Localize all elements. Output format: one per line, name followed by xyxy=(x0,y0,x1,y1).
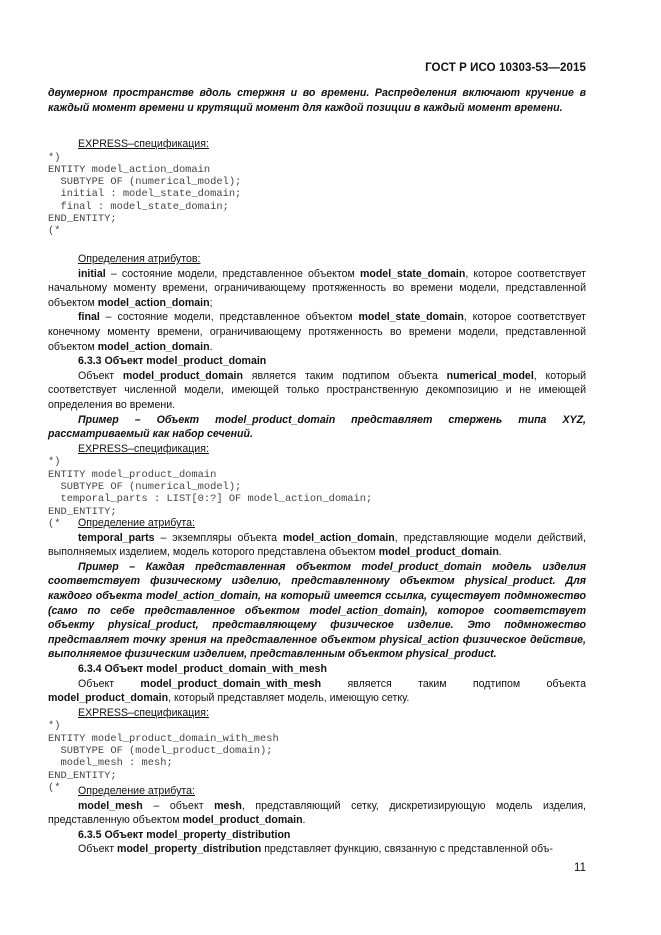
code-line: (* xyxy=(48,225,61,238)
code-line: *) xyxy=(48,720,61,733)
def-final: final – состояние модели, представленное объектом model_state_domain, которое соответствует конечному моменту времени, ограничивающему протяженность во времени модели, представленной объектом model_action_domain. xyxy=(48,311,586,353)
code-line: END_ENTITY; xyxy=(48,769,117,782)
example-temporal-parts: Пример – Каждая представленная объектом model_product_domain модель изделия соответствует физическому изделию, представленному объектом physical_product. Для каждого объекта model_action_domain, на который имеется ссылка, существует подмножество (само по себе представленное объектом model_action_domain), которое соответствует объекту physical_product, представляющему физическое изделие. Это подмножество представляет точку зрения на представленное объектом physical_action физическое действие, выполняемое физическим изделием, представленным объектом physical_product. xyxy=(48,560,586,661)
code-line: SUBTYPE OF (numerical_model); xyxy=(48,176,242,189)
definitions-label: Определение атрибута: xyxy=(78,517,195,529)
intro-block xyxy=(48,86,586,115)
intro-paragraph: двумерном пространстве вдоль стержня и во времени. Распределения включают кручение в каждый момент времени и крутящий момент для каждой позиции в каждый момент времени. xyxy=(48,87,586,114)
code-line: (* xyxy=(48,517,61,530)
section-paragraph-6-3-5: Объект model_property_distribution представляет функцию, связанную с представленной объ- xyxy=(78,843,553,856)
express-label: EXPRESS–спецификация: xyxy=(78,706,209,719)
attribute-definitions-3 xyxy=(48,781,586,857)
attribute-definitions-2 xyxy=(48,516,586,794)
attribute-definitions-1 xyxy=(48,252,586,530)
express-spec-1 xyxy=(48,137,586,238)
definitions-label: Определение атрибута: xyxy=(78,785,195,797)
code-line: ENTITY model_action_domain xyxy=(48,163,211,176)
section-heading-6-3-4: 6.3.4 Объект model_product_domain_with_mesh xyxy=(78,662,327,675)
code-block-1 xyxy=(48,152,586,238)
code-line: END_ENTITY; xyxy=(48,213,117,226)
section-heading-6-3-5: 6.3.5 Объект model_property_distribution xyxy=(78,828,291,841)
code-line: END_ENTITY; xyxy=(48,505,117,518)
code-line: SUBTYPE OF (model_product_domain); xyxy=(48,744,273,757)
code-line: final : model_state_domain; xyxy=(48,200,229,213)
definitions-label: Определения атрибутов: xyxy=(78,253,201,265)
code-line: *) xyxy=(48,151,61,164)
standard-header: ГОСТ Р ИСО 10303-53—2015 xyxy=(425,62,586,74)
code-line: SUBTYPE OF (numerical_model); xyxy=(48,480,242,493)
example-6-3-3: Пример – Объект model_product_domain представляет стержень типа XYZ, рассматриваемый как набор сечений. xyxy=(48,413,586,441)
code-line: temporal_parts : LIST[0:?] OF model_action_domain; xyxy=(48,493,373,506)
section-paragraph-6-3-4: Объект model_product_domain_with_mesh является таким подтипом объекта model_product_domain, который представляет модель, имеющую сетку. xyxy=(48,677,586,705)
code-line: *) xyxy=(48,456,61,469)
code-line: (* xyxy=(48,781,61,794)
express-label: EXPRESS–спецификация: xyxy=(78,138,209,150)
def-temporal-parts: temporal_parts – экземпляры объекта model_action_domain, представляющие модели действий, выполняемых изделием, модель которого представлена объектом model_product_domain. xyxy=(48,531,586,559)
code-line: ENTITY model_product_domain_with_mesh xyxy=(48,732,279,745)
page-number: 11 xyxy=(574,862,586,874)
code-line: model_mesh : mesh; xyxy=(48,757,173,770)
code-line: initial : model_state_domain; xyxy=(48,188,242,201)
def-model-mesh: model_mesh – объект mesh, представляющий сетку, дискретизирующую модель изделия, представленную объектом model_product_domain. xyxy=(48,799,586,827)
section-paragraph-6-3-3: Объект model_product_domain является таким подтипом объекта numerical_model, который соответствует численной модели, имеющей только пространственную декомпозицию и не имеющей определения во времени. xyxy=(48,369,586,411)
express-label: EXPRESS–спецификация: xyxy=(78,442,209,455)
code-line: ENTITY model_product_domain xyxy=(48,468,217,481)
section-heading-6-3-3: 6.3.3 Объект model_product_domain xyxy=(78,355,267,368)
def-initial: initial – состояние модели, представленное объектом model_state_domain, которое соответствует начальному моменту времени, ограничивающему протяженность во времени модели, представленной объектом model_action_domain; xyxy=(48,267,587,309)
